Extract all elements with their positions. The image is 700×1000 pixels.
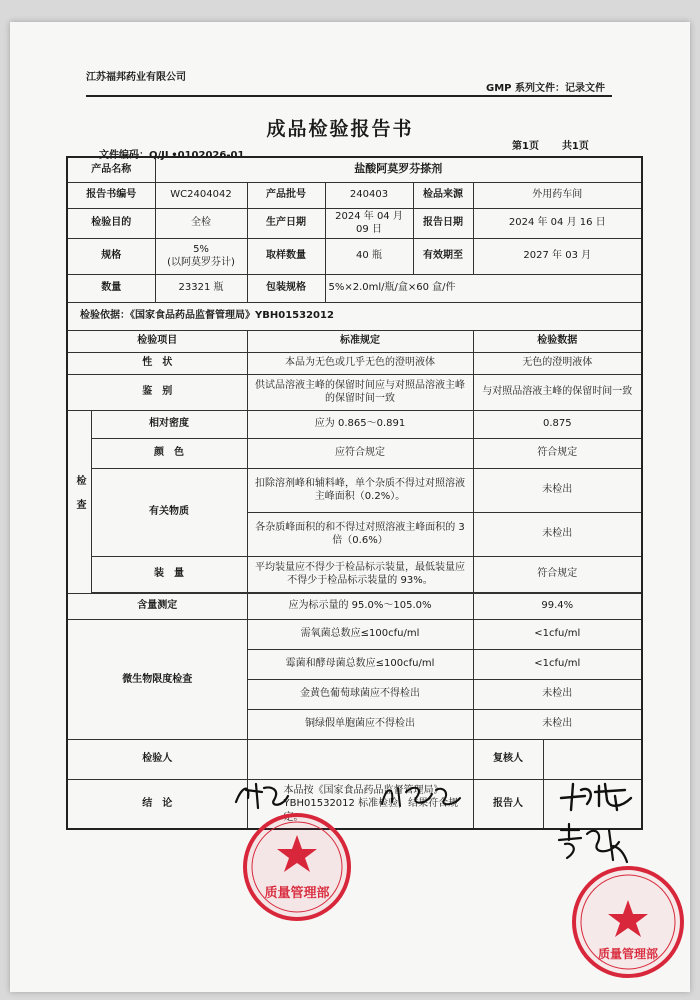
- related-standard-2: 各杂质峰面积的和不得过对照溶液主峰面积的 3 倍（0.6%）: [247, 512, 473, 556]
- micro-result-4: 未检出: [473, 709, 642, 739]
- purpose-row: [67, 208, 642, 238]
- spec-value-line1: 5%: [193, 243, 209, 255]
- report-date-value: 2024 年 04 月 16 日: [473, 208, 642, 238]
- micro-standard-1: 需氧菌总数应≤100cfu/ml: [247, 619, 473, 649]
- column-header-row: [67, 330, 642, 352]
- assay-standard: 应为标示量的 95.0%～105.0%: [247, 593, 473, 619]
- inspector-signature-cell: [247, 739, 473, 779]
- batch-label: 产品批号: [247, 182, 325, 208]
- page-title: 成品检验报告书: [266, 118, 414, 140]
- company-name: 江苏福邦药业有限公司: [86, 72, 186, 83]
- source-label: 检品来源: [413, 182, 473, 208]
- loading-standard: 平均装量应不得少于检品标示装量，最低装量应不得少于检品标示装量的 93%。: [247, 556, 473, 592]
- purpose-value: 全检: [155, 208, 247, 238]
- related-result-2: 未检出: [473, 512, 642, 556]
- micro-standard-2: 霉菌和酵母菌总数应≤100cfu/ml: [247, 649, 473, 679]
- assay-result: 99.4%: [473, 593, 642, 619]
- source-value: 外用药车间: [473, 182, 642, 208]
- prod-date-value: 2024 年 04 月 09 日: [325, 208, 413, 238]
- page-total: 共1页: [561, 141, 589, 152]
- identification-result: 与对照品溶液主峰的保留时间一致: [473, 374, 642, 410]
- micro-standard-4: 铜绿假单胞菌应不得检出: [247, 709, 473, 739]
- header-rule: [86, 95, 612, 97]
- inspector-row: [67, 739, 642, 779]
- density-standard: 应为 0.865～0.891: [247, 410, 473, 438]
- micro-result-1: <1cfu/ml: [473, 619, 642, 649]
- spec-row: [67, 238, 642, 274]
- quality-dept-seal: [232, 805, 362, 925]
- color-standard: 应符合规定: [247, 438, 473, 468]
- conclusion-text: 本品按《国家食品药品监督管理局》YBH01532012 标准检验，结果符合规: [247, 779, 473, 829]
- reviewer-signature: [555, 776, 641, 816]
- spec-value: [155, 238, 247, 274]
- character-result: 无色的澄明液体: [473, 352, 642, 374]
- column-standard: 标准规定: [247, 330, 473, 352]
- identification-row: [67, 374, 642, 410]
- check-label-text: 检查: [74, 475, 85, 524]
- loading-row: [67, 556, 642, 592]
- density-result: 0.875: [473, 410, 642, 438]
- page-current: 第1页: [512, 141, 539, 152]
- micro-standard-3: 金黄色葡萄球菌应不得检出: [247, 679, 473, 709]
- reviewer-label: 复核人: [473, 739, 543, 779]
- density-row: [67, 410, 642, 438]
- expiry-value: 2027 年 03 月: [473, 238, 642, 274]
- batch-value: 240403: [325, 182, 413, 208]
- report-no-label: 报告书编号: [67, 182, 155, 208]
- expiry-label: 有效期至: [413, 238, 473, 274]
- inspector-signature-2: [376, 778, 466, 814]
- basis-row: [67, 302, 642, 330]
- column-item: 检验项目: [67, 330, 247, 352]
- inspector-label: 检验人: [67, 739, 247, 779]
- prod-date-label: 生产日期: [247, 208, 325, 238]
- assay-row: [67, 593, 642, 619]
- report-date-label: 报告日期: [413, 208, 473, 238]
- report-no-row: [67, 182, 642, 208]
- quantity-label: 数量: [67, 274, 155, 302]
- inspection-report-table: [66, 156, 643, 830]
- character-row: [67, 352, 642, 374]
- spec-value-line2: (以阿莫罗芬计): [167, 257, 235, 268]
- sample-qty-value: 40 瓶: [325, 238, 413, 274]
- related-row-1: [67, 468, 642, 512]
- quantity-value: 23321 瓶: [155, 274, 247, 302]
- color-result: 符合规定: [473, 438, 642, 468]
- gmp-label: GMP 系列文件：记录文件: [486, 83, 605, 94]
- color-label: 颜 色: [91, 438, 247, 468]
- purpose-label: 检验目的: [67, 208, 155, 238]
- conclusion-label: 结 论: [67, 779, 247, 829]
- inspection-basis: 检验依据：《国家食品药品监督管理局》YBH01532012: [67, 302, 642, 330]
- document-code: 文件编码：Q/JL•0102026-01: [99, 150, 245, 161]
- spec-label: 规格: [67, 238, 155, 274]
- page-number: [512, 137, 589, 152]
- packaging-value: 5%×2.0ml/瓶/盒×60 盒/件: [325, 274, 642, 302]
- loading-result: 符合规定: [473, 556, 642, 592]
- packaging-label: 包装规格: [247, 274, 325, 302]
- related-standard-1: 扣除溶剂峰和辅料峰，单个杂质不得过对照溶液主峰面积（0.2%）。: [247, 468, 473, 512]
- check-label: [67, 410, 91, 593]
- reporter-label: 报告人: [473, 779, 543, 829]
- assay-label: 含量测定: [67, 593, 247, 619]
- micro-row-1: [67, 619, 642, 649]
- reviewer-signature-cell: [543, 739, 642, 779]
- micro-result-3: 未检出: [473, 679, 642, 709]
- product-name-row: [67, 157, 642, 182]
- density-label: 相对密度: [91, 410, 247, 438]
- micro-result-2: <1cfu/ml: [473, 649, 642, 679]
- color-row: [67, 438, 642, 468]
- column-result: 检验数据: [473, 330, 642, 352]
- product-name-value: 盐酸阿莫罗芬搽剂: [155, 157, 642, 182]
- report-no-value: WC2404042: [155, 182, 247, 208]
- micro-label: 微生物限度检查: [67, 619, 247, 739]
- identification-label: 鉴 别: [67, 374, 247, 410]
- second-quality-seal: [566, 860, 690, 984]
- seal-2-text: 质量管理部: [597, 947, 659, 961]
- sample-qty-label: 取样数量: [247, 238, 325, 274]
- seal-1-text: 质量管理部: [264, 886, 330, 901]
- product-name-label: 产品名称: [67, 157, 155, 182]
- related-result-1: 未检出: [473, 468, 642, 512]
- loading-label: 装 量: [91, 556, 247, 592]
- related-substances-label: 有关物质: [91, 468, 247, 556]
- identification-standard: 供试品溶液主峰的保留时间应与对照品溶液主峰的保留时间一致: [247, 374, 473, 410]
- character-standard: 本品为无色或几乎无色的澄明液体: [247, 352, 473, 374]
- character-label: 性 状: [67, 352, 247, 374]
- quantity-row: [67, 274, 642, 302]
